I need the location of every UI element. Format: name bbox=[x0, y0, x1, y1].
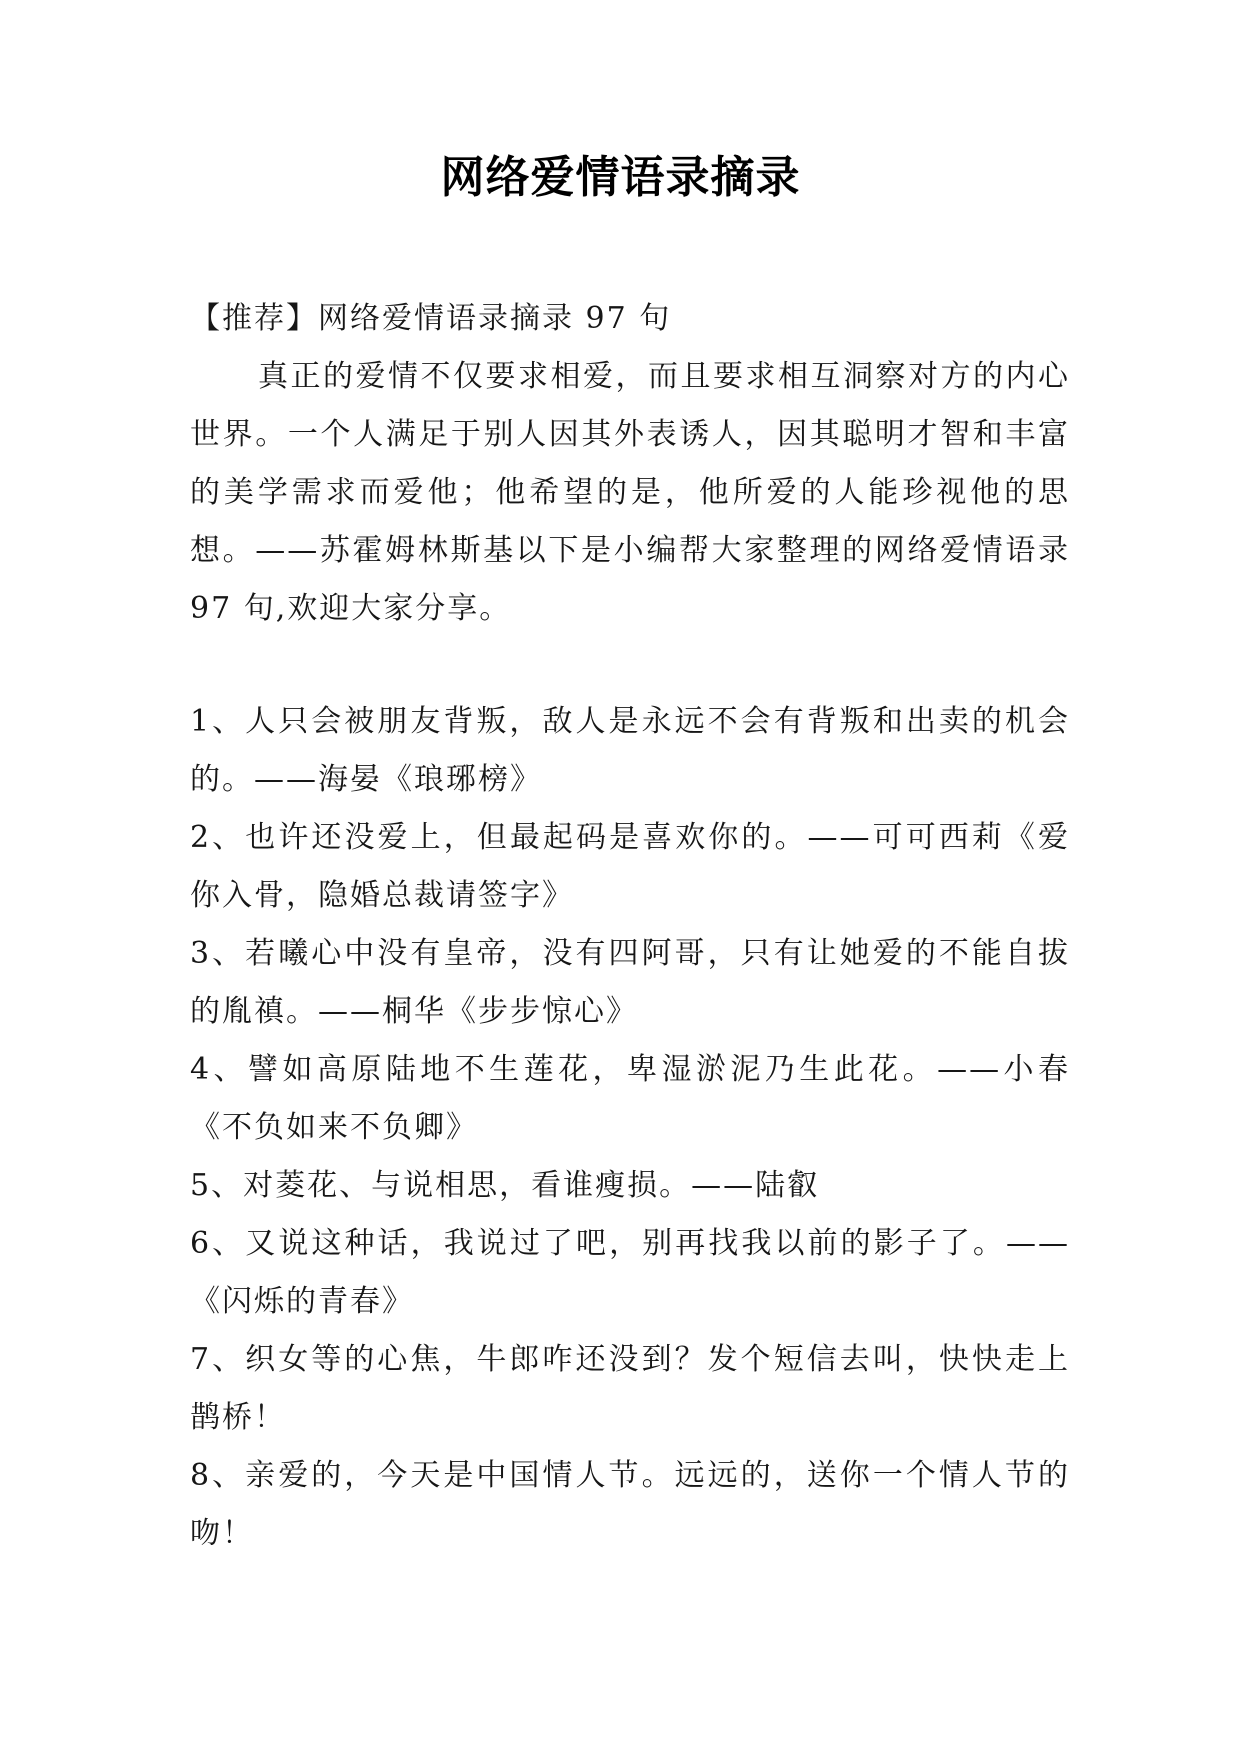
quote-item: 3、若曦心中没有皇帝，没有四阿哥，只有让她爱的不能自拔的胤禛。——桐华《步步惊心》 bbox=[190, 936, 1070, 1029]
quote-item: 8、亲爱的，今天是中国情人节。远远的，送你一个情人节的吻！ bbox=[190, 1458, 1070, 1551]
quote-item: 2、也许还没爱上，但最起码是喜欢你的。——可可西莉《爱你入骨，隐婚总裁请签字》 bbox=[190, 820, 1070, 913]
quote-item: 7、织女等的心焦，牛郎咋还没到？发个短信去叫，快快走上鹊桥！ bbox=[190, 1342, 1070, 1435]
quote-item: 1、人只会被朋友背叛，敌人是永远不会有背叛和出卖的机会的。——海晏《琅琊榜》 bbox=[190, 704, 1070, 797]
intro-paragraph: 真正的爱情不仅要求相爱，而且要求相互洞察对方的内心世界。一个人满足于别人因其外表诱人，因其聪明才智和丰富的美学需求而爱他；他希望的是，他所爱的人能珍视他的思想。——苏霍姆林斯基以下是小编帮大家整理的网络爱情语录 97 句,欢迎大家分享。 bbox=[190, 359, 1070, 626]
quote-item: 5、对菱花、与说相思，看谁瘦损。——陆叡 bbox=[190, 1168, 820, 1203]
quote-list bbox=[190, 693, 1070, 1563]
document-subtitle: 【推荐】网络爱情语录摘录 97 句 bbox=[190, 301, 672, 336]
document-title: 网络爱情语录摘录 bbox=[440, 152, 801, 203]
quote-item: 6、又说这种话，我说过了吧，别再找我以前的影子了。——《闪烁的青春》 bbox=[190, 1226, 1070, 1319]
quote-item: 4、譬如高原陆地不生莲花，卑湿淤泥乃生此花。——小春《不负如来不负卿》 bbox=[190, 1052, 1070, 1145]
